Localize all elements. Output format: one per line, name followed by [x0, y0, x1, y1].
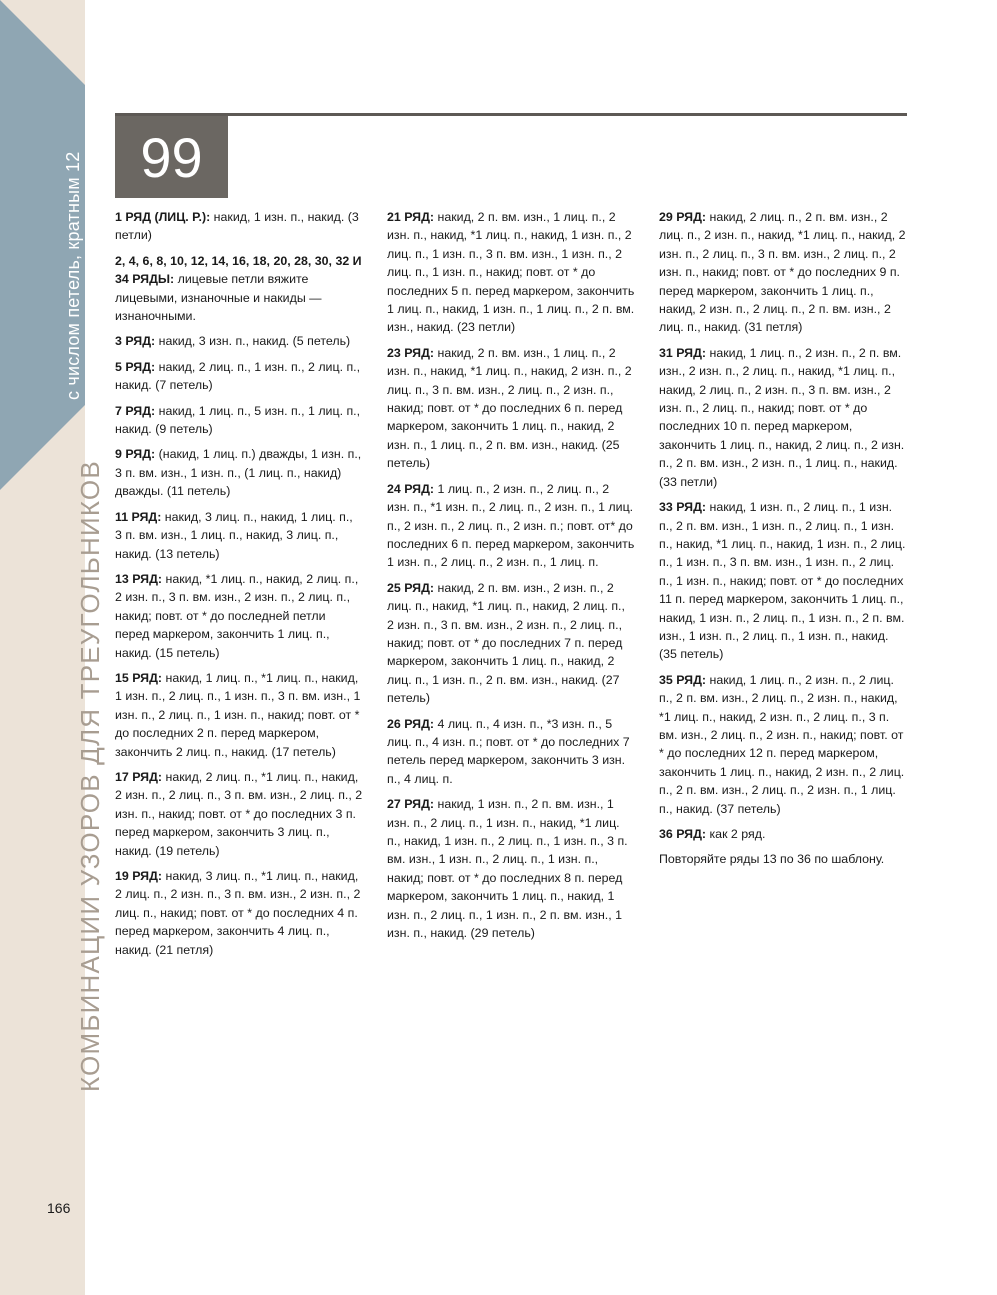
row-text: накид, 1 лиц. п., *1 лиц. п., накид, 1 изн. п., 2 лиц. п., 1 изн. п., 3 п. вм. изн., 1 изн. п., 2 лиц. п., 1 изн. п., накид; повт. от * до последних 2 п. перед маркером, закончить 2 лиц. п., накид. (17 петель)	[115, 670, 361, 759]
row-label: 36 РЯД:	[659, 827, 707, 841]
row-instruction	[115, 508, 363, 563]
row-text: лицевые петли вяжите лицевыми, изнаночные и накиды — изнаночными.	[115, 272, 322, 324]
row-label: 27 РЯД:	[387, 797, 435, 812]
row-label: 7 РЯД:	[115, 403, 156, 418]
sidebar-subtitle: с числом петель, кратным 12	[63, 151, 83, 400]
row-label: 5 РЯД:	[115, 359, 156, 374]
row-text: накид, 2 п. вм. изн., 1 лиц. п., 2 изн. п., накид, *1 лиц. п., накид, 1 изн. п., 2 лиц. п., 1 изн. п., 3 п. вм. изн., 1 изн. п., 2 лиц. п., 1 изн. п., накид; повт. от * до последних 5 п. перед маркером, закончить 1 лиц. п., накид, 1 изн. п., 1 лиц. п., 2 п. вм. изн., накид. (23 петли)	[387, 210, 635, 335]
row-label: 11 РЯД:	[115, 509, 162, 524]
row-instruction	[659, 208, 907, 337]
sidebar-title: КОМБИНАЦИИ УЗОРОВ ДЛЯ ТРЕУГОЛЬНИКОВ	[75, 460, 105, 1092]
row-instruction	[387, 715, 635, 789]
row-label: 17 РЯД:	[115, 769, 163, 784]
row-instruction	[115, 332, 363, 350]
row-instruction	[115, 669, 363, 761]
row-label: 2, 4, 6, 8, 10, 12, 14, 16, 18, 20, 28, 30, 32 И 34 РЯДЫ:	[115, 253, 362, 287]
row-text: 1 лиц. п., 2 изн. п., 2 лиц. п., 2 изн. п., *1 изн. п., 2 лиц. п., 2 изн. п., 1 лиц. п., 2 изн. п., 2 лиц. п., 2 изн. п.; повт. от* до последних 6 п. перед маркером, закончить 1 изн. п., 2 лиц. п., 2 изн. п., 1 лиц. п.	[387, 481, 635, 570]
row-text: накид, 3 изн. п., накид. (5 петель)	[155, 334, 351, 349]
row-label: 3 РЯД:	[115, 334, 156, 349]
row-text: накид, 1 лиц. п., 2 изн. п., 2 п. вм. изн., 2 изн. п., 2 лиц. п., накид, *1 лиц. п., накид, 2 лиц. п., 2 изн. п., 3 п. вм. изн., 2 изн. п., 2 лиц. п., накид; повт. от * до последних 10 п. перед маркером, закончить 1 лиц. п., накид, 2 лиц. п., 2 изн. п., 2 п. вм. изн., 2 изн. п., 1 лиц. п., накид. (33 петли)	[659, 345, 905, 489]
row-instruction	[387, 344, 635, 473]
row-label: 31 РЯД:	[659, 345, 707, 360]
row-label: 15 РЯД:	[115, 670, 163, 685]
row-text: 4 лиц. п., 4 изн. п., *3 изн. п., 5 лиц. п., 4 изн. п.; повт. от * до последних 7 петель перед маркером, закончить 3 изн. п., 4 лиц. п.	[387, 716, 630, 786]
row-label: 23 РЯД:	[387, 345, 435, 360]
row-instruction	[659, 498, 907, 664]
row-instruction	[387, 795, 635, 942]
page-number: 166	[47, 1200, 71, 1216]
row-instruction	[659, 825, 907, 843]
row-label: 25 РЯД:	[387, 580, 435, 595]
row-instruction	[659, 671, 907, 818]
column-2	[387, 208, 635, 949]
row-instruction	[659, 344, 907, 491]
row-text: накид, 3 лиц. п., накид, 1 лиц. п., 3 п. вм. изн., 1 лиц. п., накид, 3 лиц. п., накид. (13 петель)	[115, 509, 353, 561]
row-instruction	[115, 570, 363, 662]
row-instruction	[387, 208, 635, 337]
row-instruction	[115, 402, 363, 439]
row-label: 19 РЯД:	[115, 869, 163, 883]
row-text: (накид, 1 лиц. п.) дважды, 1 изн. п., 3 п. вм. изн., 1 изн. п., (1 лиц. п., накид) дважды. (11 петель)	[115, 447, 362, 499]
row-text: накид, 2 лиц. п., 2 п. вм. изн., 2 лиц. п., 2 изн. п., накид, *1 лиц. п., накид, 2 изн. п., 2 лиц. п., 3 п. вм. изн., 2 лиц. п., 2 изн. п., накид; повт. от * до последних 9 п. перед маркером, закончить 1 лиц. п., накид, 2 изн. п., 2 лиц. п., 2 п. вм. изн., 2 лиц. п., накид. (31 петля)	[659, 210, 906, 335]
row-instruction	[115, 445, 363, 500]
row-label: 33 РЯД:	[659, 500, 707, 515]
row-label: 21 РЯД:	[387, 210, 435, 224]
header-rule	[115, 113, 907, 116]
row-instruction	[387, 579, 635, 708]
row-label: 35 РЯД:	[659, 672, 707, 687]
column-1	[115, 208, 363, 966]
row-instruction	[115, 208, 363, 245]
row-text: накид, 1 изн. п., 2 п. вм. изн., 1 изн. п., 2 лиц. п., 1 изн. п., накид, *1 лиц. п., накид, 1 изн. п., 2 лиц. п., 1 изн. п., 3 п. вм. изн., 1 изн. п., 2 лиц. п., 1 изн. п., накид; повт. от * до последних 8 п. перед маркером, закончить 1 лиц. п., накид, 1 изн. п., 2 лиц. п., 1 изн. п., 2 п. вм. изн., 1 изн. п., накид. (29 петель)	[387, 797, 628, 941]
row-text: накид, 3 лиц. п., *1 лиц. п., накид, 2 лиц. п., 2 изн. п., 3 п. вм. изн., 2 изн. п., 2 лиц. п., накид; повт. от * до последних 4 п. перед маркером, закончить 4 лиц. п., накид. (21 петля)	[115, 869, 361, 957]
row-text: накид, 2 лиц. п., 1 изн. п., 2 лиц. п., накид. (7 петель)	[115, 359, 361, 393]
row-text: накид, 2 лиц. п., *1 лиц. п., накид, 2 изн. п., 2 лиц. п., 3 п. вм. изн., 2 лиц. п., 2 изн. п., накид; повт. от * до последних 3 п. перед маркером, закончить 3 лиц. п., накид. (19 петель)	[115, 769, 363, 858]
row-text: накид, *1 лиц. п., накид, 2 лиц. п., 2 изн. п., 3 п. вм. изн., 2 изн. п., 2 лиц. п., накид; повт. от * до последней петли перед маркером, закончить 1 лиц. п., накид. (15 петель)	[115, 571, 359, 660]
row-instruction	[115, 768, 363, 860]
row-instruction	[115, 867, 363, 959]
row-text: накид, 1 изн. п., накид. (3 петли)	[115, 210, 359, 243]
column-3	[659, 208, 907, 876]
row-text: как 2 ряд.	[706, 827, 766, 841]
repeat-note	[659, 850, 907, 868]
row-text: накид, 2 п. вм. изн., 1 лиц. п., 2 изн. п., накид, *1 лиц. п., накид, 2 изн. п., 2 лиц. п., 3 п. вм. изн., 2 лиц. п., 2 изн. п., накид; повт. от * до последних 6 п. перед маркером, закончить 1 лиц. п., накид, 2 изн. п., 1 лиц. п., 2 п. вм. изн., накид. (25 петель)	[387, 345, 632, 471]
row-instruction	[387, 480, 635, 572]
row-label: 1 РЯД (ЛИЦ. Р.):	[115, 210, 211, 224]
row-label: 26 РЯД:	[387, 716, 435, 731]
row-instruction	[115, 252, 363, 326]
row-label: 9 РЯД:	[115, 447, 156, 462]
row-text: накид, 1 изн. п., 2 лиц. п., 1 изн. п., 2 п. вм. изн., 1 изн. п., 2 лиц. п., 1 изн. п., накид, *1 лиц. п., накид, 1 изн. п., 2 лиц. п., 1 изн. п., 3 п. вм. изн., 1 изн. п., 2 лиц. п., 1 изн. п., накид; повт. от * до последних 11 п. перед маркером, закончить 1 лиц. п., накид, 1 изн. п., 2 лиц. п., 1 изн. п., 2 п. вм. изн., 1 изн. п., 2 лиц. п., 1 изн. п., накид. (35 петель)	[659, 500, 906, 662]
row-text: накид, 2 п. вм. изн., 2 изн. п., 2 лиц. п., накид, *1 лиц. п., накид, 2 лиц. п., 2 изн. п., 3 п. вм. изн., 2 изн. п., 2 лиц. п., накид; повт. от * до последних 7 п. перед маркером, закончить 1 лиц. п., накид, 2 лиц. п., 1 изн. п., 2 п. вм. изн., накид. (27 петель)	[387, 580, 625, 706]
row-instruction	[115, 358, 363, 395]
row-label: 29 РЯД:	[659, 210, 707, 224]
row-text: накид, 1 лиц. п., 5 изн. п., 1 лиц. п., накид. (9 петель)	[115, 403, 361, 437]
row-label: 13 РЯД:	[115, 571, 163, 586]
row-text: накид, 1 лиц. п., 2 изн. п., 2 лиц. п., 2 п. вм. изн., 2 лиц. п., 2 изн. п., накид, *1 лиц. п., накид, 2 изн. п., 2 лиц. п., 3 п. вм. изн., 2 лиц. п., 2 изн. п., накид; повт. от * до последних 12 п. перед маркером, закончить 1 лиц. п., накид, 2 изн. п., 2 лиц. п., 2 п. вм. изн., 2 лиц. п., 2 изн. п., 1 лиц. п., накид. (37 петель)	[659, 672, 905, 816]
row-label: 24 РЯД:	[387, 481, 435, 496]
row-text: Повторяйте ряды 13 по 36 по шаблону.	[659, 852, 885, 867]
pattern-number: 99	[115, 116, 228, 198]
